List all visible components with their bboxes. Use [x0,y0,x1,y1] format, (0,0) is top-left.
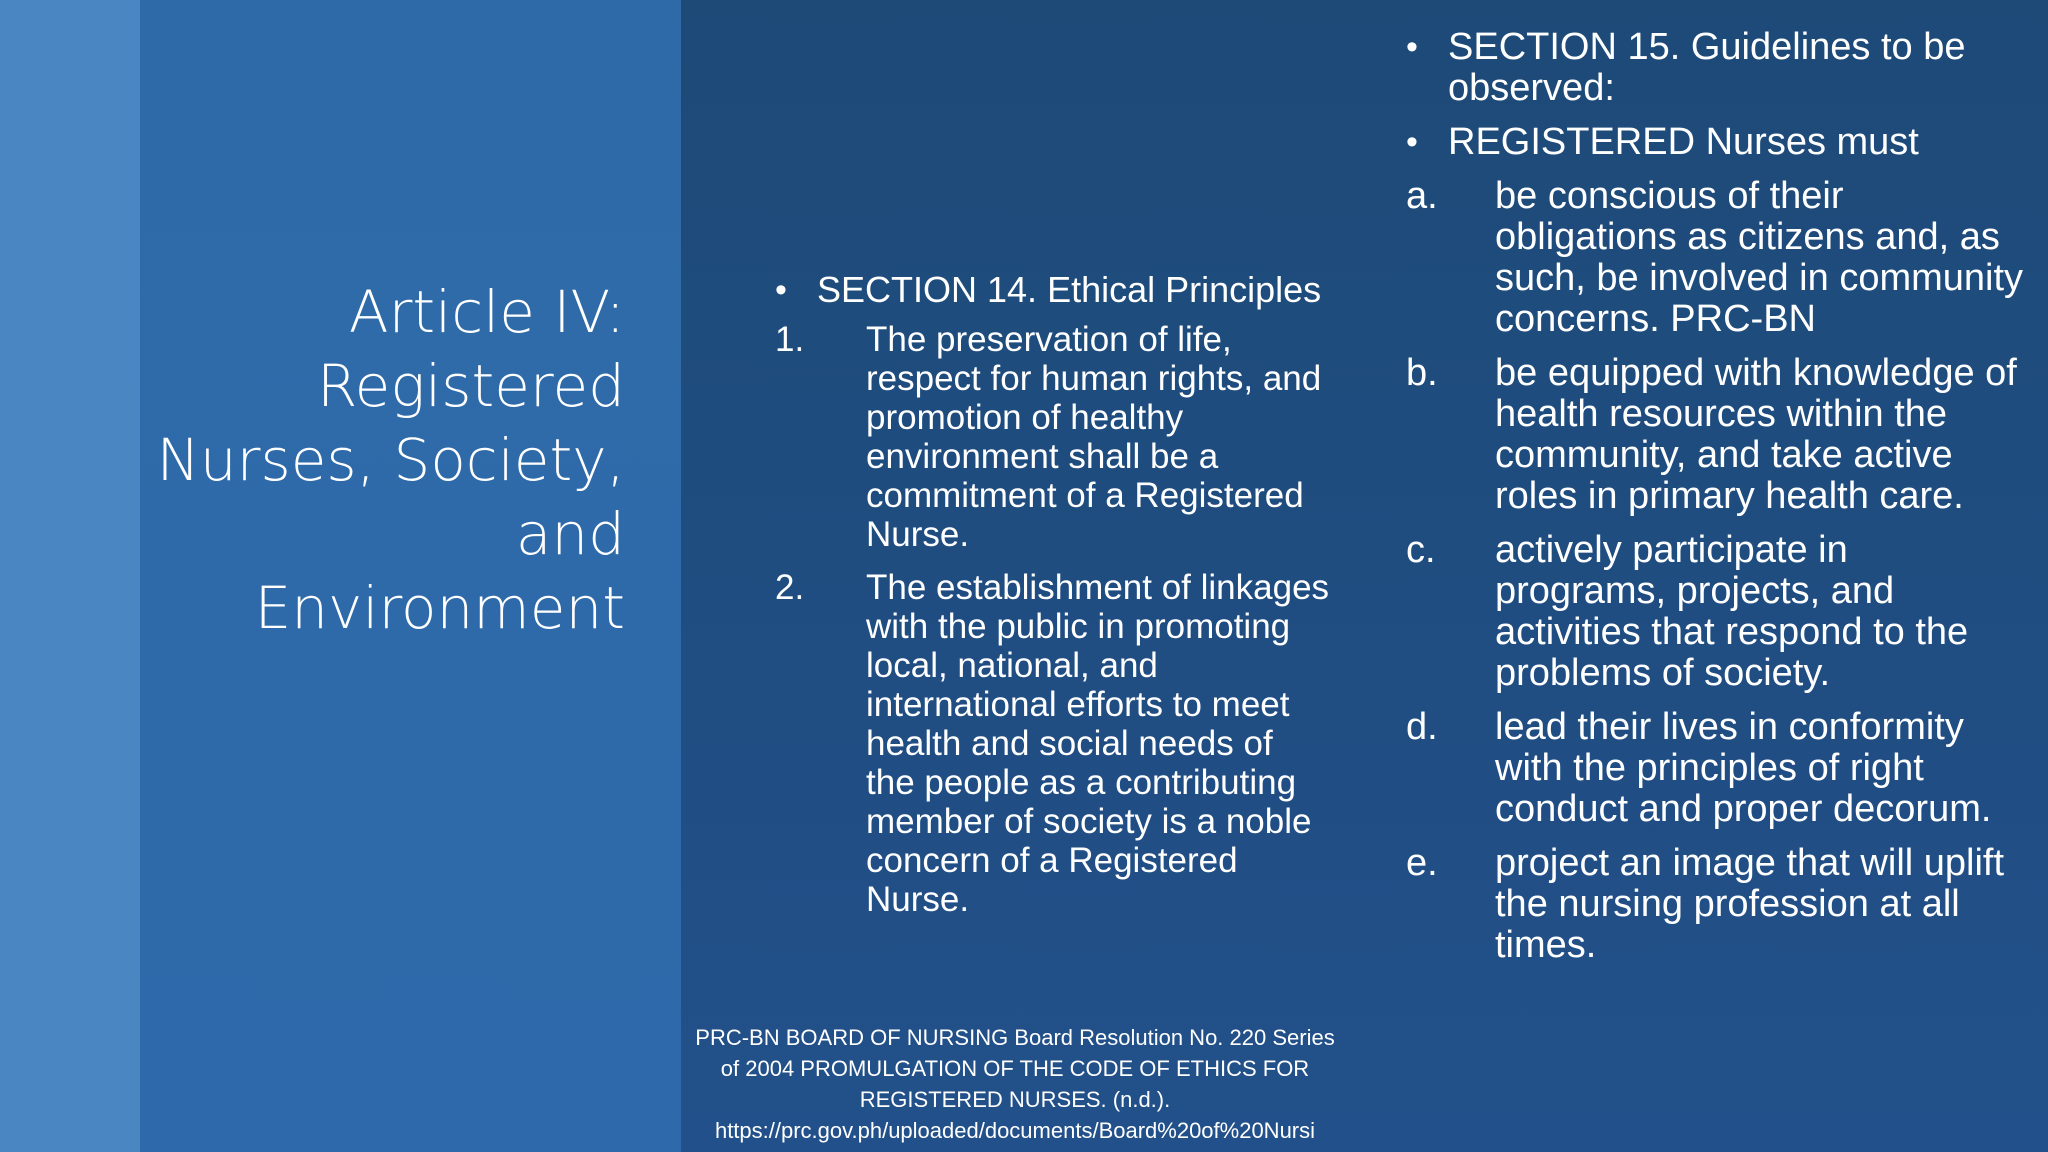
list-item [1406,353,2026,517]
section-15-heading-row [1406,27,2026,109]
bullet-icon: • [775,271,787,309]
list-item [775,320,1330,554]
list-item [1406,176,2026,340]
citation-text: PRC-BN BOARD OF NURSING Board Resolution No. 220 Series of 2004 PROMULGATION OF THE CODE OF ETHICS FOR REGISTERED NURSES. (n.d.). [695,1025,1335,1112]
list-item-text: project an image that will uplift the nursing profession at all times. [1495,842,2005,966]
list-item [1406,707,2026,830]
title-line: Nurses, Society, [156,426,625,494]
list-item-number: 1. [775,320,805,359]
list-item-label: c. [1406,529,1436,571]
section-14-heading: SECTION 14. Ethical Principles [817,269,1322,310]
bullet-icon: • [1406,123,1418,161]
list-item-text: lead their lives in conformity with the principles of right conduct and proper decorum. [1495,706,1992,830]
title-line: and [515,500,625,568]
list-item [1406,843,2026,966]
title-line: Environment [254,574,625,642]
list-item [775,568,1330,919]
section-15-subheading-row [1406,122,2026,163]
list-item-text: be conscious of their obligations as citizens and, as such, be involved in community concerns. PRC-BN [1495,175,2024,340]
citation [690,1022,1340,1146]
section-15-column [1406,27,2026,979]
title-line: Article IV: [348,278,625,346]
title-line: Registered [316,352,625,420]
bullet-icon: • [1406,28,1418,66]
section-15-heading: SECTION 15. Guidelines to be observed: [1448,26,1966,109]
list-item-number: 2. [775,568,805,607]
list-item [1406,530,2026,694]
list-item-text: actively participate in programs, projects, and activities that respond to the problems of society. [1495,529,1969,694]
left-accent-band [0,0,140,1152]
citation-url[interactable]: https://prc.gov.ph/uploaded/documents/Board%20of%20Nursi [714,1118,1316,1143]
slide-title [150,275,625,645]
list-item-text: be equipped with knowledge of health resources within the community, and take active roles in primary health care. [1495,352,2017,517]
list-item-label: e. [1406,842,1438,884]
list-item-label: b. [1406,352,1438,394]
section-15-subheading: REGISTERED Nurses must [1448,121,1919,163]
section-14-heading-row [775,270,1330,310]
list-item-text: The preservation of life, respect for human rights, and promotion of healthy environment shall be a commitment of a Registered Nurse. [866,320,1322,554]
list-item-label: a. [1406,175,1438,217]
list-item-label: d. [1406,706,1438,748]
section-14-column [775,270,1330,933]
list-item-text: The establishment of linkages with the public in promoting local, national, and international efforts to meet health and social needs of the people as a contributing member of society is a noble concern of a Registered Nurse. [866,568,1330,919]
